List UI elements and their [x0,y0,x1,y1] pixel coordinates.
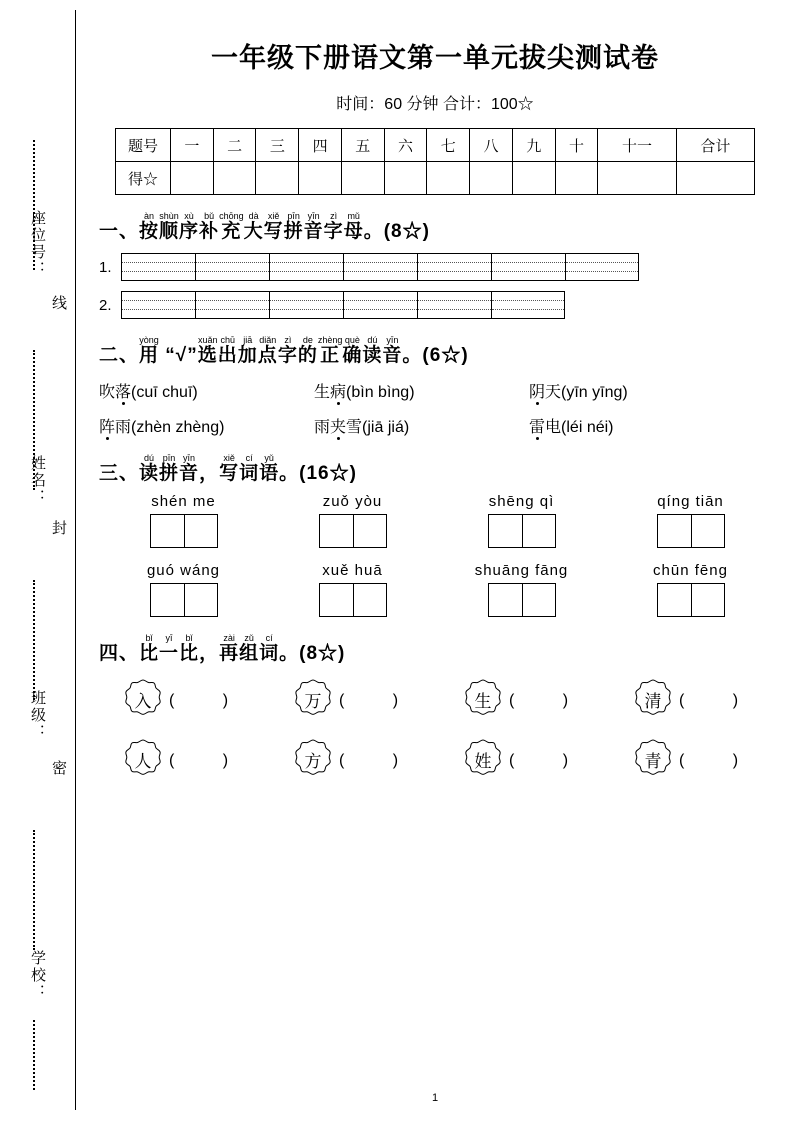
four-line-row-1 [99,253,775,281]
han: 音 [382,345,403,366]
pinyin-label: shēng qì [488,493,555,510]
pinyin: yī [165,633,173,643]
han: 音 [303,221,324,242]
row-number: 2. [99,296,112,314]
score-row-label-1: 得☆ [116,162,171,195]
tian-zi-ge[interactable] [606,514,775,548]
choice-row-1 [99,379,775,402]
score-table [115,128,755,195]
choice-word: 雷电 [529,419,562,436]
score-col-6: 七 [427,129,470,162]
answer-parentheses[interactable]: ( ) [169,692,251,709]
tzg-cell[interactable] [691,583,725,617]
han: 读 [362,345,383,366]
han: 一 [159,643,180,664]
four-line-cell[interactable] [269,253,343,281]
pinyin: què [344,335,360,345]
exam-meta: 时间：60 分钟 合计：100☆ [336,96,534,113]
answer-parentheses[interactable]: ( ) [339,752,421,769]
page-title: 一年级下册语文第一单元拔尖测试卷 [211,43,659,73]
choice-item[interactable] [99,414,314,437]
section-1 [95,211,775,319]
pinyin: xiě [267,211,280,221]
pinyin: dú [144,453,155,463]
four-line-cell[interactable] [343,291,417,319]
section-2-check-mark: “√” [159,345,198,366]
tzg-cell[interactable] [150,583,184,617]
tian-zi-ge[interactable] [268,583,437,617]
compare-item [289,737,459,785]
score-col-8: 九 [512,129,555,162]
pinyin: bǐ [185,633,193,643]
seal-vertical-rule [75,10,76,1110]
seal-dotted-3 [33,580,35,700]
tzg-cell[interactable] [150,514,184,548]
han: 字 [323,221,344,242]
choice-options[interactable]: (yīn yīng) [561,384,628,401]
han: 充 [221,221,242,242]
flower-outline-icon [459,677,507,725]
section-4 [95,633,775,785]
pinyin: zǔ [244,633,254,643]
pinyin: mǔ [347,211,360,221]
tzg-cell[interactable] [488,514,522,548]
tian-zi-ge[interactable] [437,514,606,548]
choice-options[interactable]: (léi néi) [561,419,614,436]
choice-word: 生病 [314,384,347,401]
seal-label-name: 姓名： [29,455,46,506]
pinyin-label: zuǒ yòu [322,493,383,510]
tzg-cell[interactable] [488,583,522,617]
table-row [116,129,755,162]
flower-row-2 [99,737,775,785]
pinyin: yǔ [264,453,274,463]
pinyin-label: qíng tiān [657,493,724,510]
tzg-cell[interactable] [657,583,691,617]
tzg-cell[interactable] [319,583,353,617]
han: 拼 [159,463,180,484]
section-2-heading [99,335,775,367]
han: ， [199,643,220,664]
compare-char: 人 [134,751,152,771]
pinyin: xuǎn [197,335,218,345]
compare-char: 生 [474,691,492,711]
compare-char: 姓 [474,751,492,771]
tzg-cell[interactable] [691,514,725,548]
answer-parentheses[interactable]: ( ) [679,692,761,709]
pinyin-label: chūn fēng [653,562,728,579]
pinyin-label: xuě huā [322,562,383,579]
score-input-0[interactable] [171,162,214,195]
pinyin: diǎn [259,335,277,345]
score-input-4[interactable] [341,162,384,195]
han: 母 [343,221,364,242]
section-2-points: 。(6☆) [402,345,469,366]
choice-options[interactable]: (cuī chuī) [131,384,198,401]
compare-char: 方 [304,751,322,771]
han: 写 [263,221,284,242]
answer-parentheses[interactable]: ( ) [169,752,251,769]
han: 正 [320,345,341,366]
pinyin: xiě [223,453,235,463]
seal-char-mi: 密 [50,760,67,775]
han: 出 [217,345,238,366]
pinyin: jiā [243,335,253,345]
four-line-cell[interactable] [343,253,417,281]
flower-row-1 [99,677,775,725]
compare-item [459,737,629,785]
compare-char: 青 [644,751,662,771]
section-4-points: 。(8☆) [279,643,346,664]
score-col-0: 一 [171,129,214,162]
seal-label-school: 学校： [29,950,46,1001]
score-col-7: 八 [470,129,513,162]
seal-dotted-5 [33,1020,35,1090]
han: 再 [219,643,240,664]
tian-zi-ge[interactable] [268,514,437,548]
four-line-cell[interactable] [269,291,343,319]
section-3-points: 。(16☆) [279,463,357,484]
tian-zi-ge[interactable] [99,514,268,548]
word-slot [99,493,268,548]
score-input-3[interactable] [299,162,342,195]
answer-parentheses[interactable]: ( ) [509,692,591,709]
section-3-heading [99,453,775,485]
choice-item[interactable] [314,379,529,402]
pinyin: bǐ [145,633,153,643]
compare-item [119,677,289,725]
section-4-heading [99,633,775,665]
tzg-cell[interactable] [184,583,218,617]
section-3-index: 三、 [99,463,140,484]
section-2-index: 二、 [99,345,140,366]
score-col-9: 十 [555,129,598,162]
choice-word: 雨夹雪 [314,419,363,436]
choice-options[interactable]: (zhèn zhèng) [131,419,225,436]
table-row [116,162,755,195]
score-input-9[interactable] [555,162,598,195]
choice-item[interactable] [314,414,529,437]
pinyin: shùn [159,211,179,221]
han: 组 [239,643,260,664]
score-input-1[interactable] [213,162,256,195]
han: 按 [139,221,160,242]
four-line-cell[interactable] [121,291,195,319]
four-line-cell[interactable] [121,253,195,281]
tian-zi-ge[interactable] [99,583,268,617]
compare-char: 清 [644,691,662,711]
han: 大 [243,221,264,242]
pinyin: chū [220,335,236,345]
pinyin: zì [284,335,292,345]
tzg-cell[interactable] [353,514,387,548]
flower-outline-icon [289,737,337,785]
four-line-cell[interactable] [491,253,565,281]
word-slot [268,493,437,548]
section-3 [95,453,775,617]
score-col-1: 二 [213,129,256,162]
han: 字 [277,345,298,366]
word-slot [437,562,606,617]
han: 词 [239,463,260,484]
pinyin: yīn [183,453,196,463]
word-slot [99,562,268,617]
han: 补 [199,221,220,242]
pinyin: xù [184,211,194,221]
pinyin: cí [245,453,253,463]
score-input-7[interactable] [470,162,513,195]
choice-options[interactable]: (jiā jiá) [362,419,410,436]
choice-item[interactable] [529,414,614,437]
word-slot [606,562,775,617]
seal-label-class: 班级： [29,690,46,741]
four-line-row-2 [99,291,775,319]
han: 读 [139,463,160,484]
pinyin: cí [265,633,273,643]
flower-outline-icon [119,677,167,725]
choice-options[interactable]: (bìn bìng) [346,384,415,401]
han: 音 [179,463,200,484]
tzg-row-1 [99,493,775,548]
four-line-cell[interactable] [195,253,269,281]
choice-row-2 [99,414,775,437]
pinyin: pīn [162,453,176,463]
score-col-4: 五 [341,129,384,162]
score-input-8[interactable] [512,162,555,195]
han: 点 [257,345,278,366]
han: ， [199,463,220,484]
han: 语 [259,463,280,484]
pinyin: yòng [139,335,159,345]
pinyin: chōng [219,211,244,221]
tzg-cell[interactable] [657,514,691,548]
four-line-grid-1[interactable] [121,253,639,281]
compare-item [459,677,629,725]
section-1-index: 一、 [99,221,140,242]
exam-paper [95,0,775,1122]
han: 用 [139,345,160,366]
score-input-2[interactable] [256,162,299,195]
four-line-cell[interactable] [195,291,269,319]
tian-zi-ge[interactable] [437,583,606,617]
tzg-cell[interactable] [353,583,387,617]
sealing-strip [0,0,76,1122]
pinyin: bǔ [204,211,215,221]
choice-item[interactable] [529,379,628,402]
tzg-cell[interactable] [522,583,556,617]
han: 比 [179,643,200,664]
pinyin: àn [144,211,155,221]
flower-outline-icon [629,737,677,785]
flower-outline-icon [119,737,167,785]
compare-item [629,677,760,725]
han: 确 [342,345,363,366]
han: 序 [179,221,200,242]
han: 顺 [159,221,180,242]
section-2 [95,335,775,437]
score-col-10: 十一 [598,129,676,162]
han: 拼 [283,221,304,242]
section-1-points: 。(8☆) [363,221,430,242]
answer-parentheses[interactable]: ( ) [509,752,591,769]
word-slot [437,493,606,548]
row-number: 1. [99,258,112,276]
answer-parentheses[interactable]: ( ) [339,692,421,709]
flower-outline-icon [459,737,507,785]
pinyin: yīn [307,211,320,221]
compare-item [119,737,289,785]
pinyin: zhèng [317,335,343,345]
tzg-row-2 [99,562,775,617]
seal-char-feng: 封 [50,520,67,535]
score-col-11: 合计 [676,129,754,162]
four-line-cell[interactable] [491,291,565,319]
flower-outline-icon [289,677,337,725]
score-input-5[interactable] [384,162,427,195]
seal-dotted-4 [33,830,35,950]
compare-item [629,737,760,785]
choice-word: 阴天 [529,384,562,401]
han: 的 [297,345,318,366]
flower-outline-icon [629,677,677,725]
seal-label-seat-number: 座位号： [29,210,46,278]
pinyin-label: guó wáng [146,562,221,579]
word-slot [268,562,437,617]
score-col-5: 六 [384,129,427,162]
tzg-cell[interactable] [319,514,353,548]
score-col-3: 四 [299,129,342,162]
four-line-cell[interactable] [565,253,639,281]
tzg-cell[interactable] [522,514,556,548]
score-row-label-0: 题号 [116,129,171,162]
compare-char: 入 [134,691,152,711]
pinyin: dú [367,335,378,345]
four-line-grid-2[interactable] [121,291,565,319]
word-slot [606,493,775,548]
pinyin: zài [223,633,235,643]
choice-word: 吹落 [99,384,132,401]
choice-item[interactable] [99,379,314,402]
tian-zi-ge[interactable] [606,583,775,617]
score-input-6[interactable] [427,162,470,195]
han: 写 [219,463,240,484]
score-input-11[interactable] [676,162,754,195]
han: 选 [197,345,218,366]
four-line-cell[interactable] [417,253,491,281]
compare-char: 万 [304,691,322,711]
pinyin-label: shuāng fāng [474,562,569,579]
pinyin: de [302,335,313,345]
section-4-index: 四、 [99,643,140,664]
han: 加 [237,345,258,366]
section-1-heading [99,211,775,243]
han: 词 [259,643,280,664]
pinyin-label: shén me [151,493,216,510]
tzg-cell[interactable] [184,514,218,548]
page-number: 1 [431,1092,439,1104]
score-col-2: 三 [256,129,299,162]
pinyin: yīn [386,335,399,345]
seal-char-xian: 线 [50,295,67,310]
pinyin: pīn [287,211,300,221]
compare-item [289,677,459,725]
choice-word: 阵雨 [99,419,132,436]
score-input-10[interactable] [598,162,676,195]
han: 比 [139,643,160,664]
pinyin: dà [248,211,259,221]
tian-zi-ge-block-1 [99,493,775,617]
answer-parentheses[interactable]: ( ) [679,752,761,769]
four-line-cell[interactable] [417,291,491,319]
pinyin: zì [330,211,338,221]
